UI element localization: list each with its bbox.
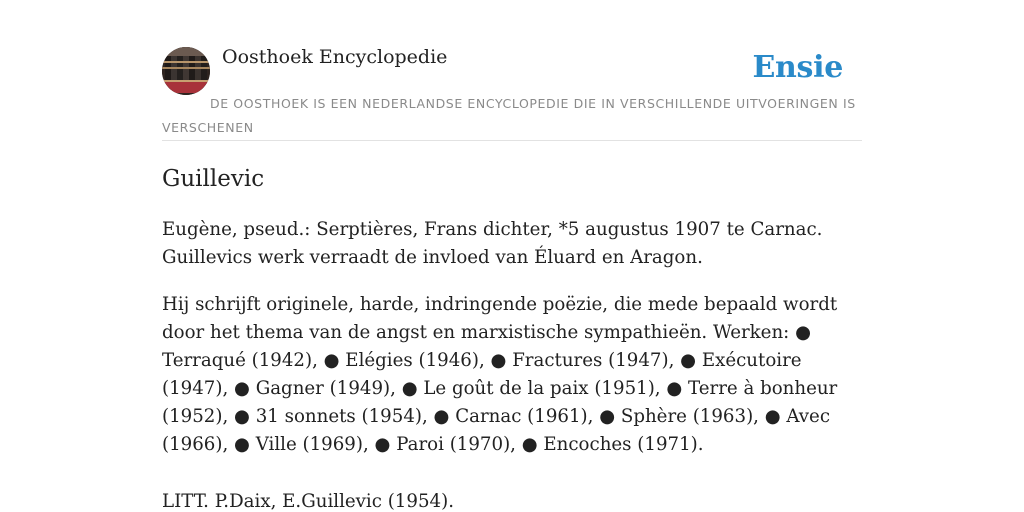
brand-logo-link[interactable]: Ensie [752,50,843,85]
article [162,160,862,512]
header [162,44,862,141]
encyclopedia-books-icon[interactable] [162,47,210,95]
literature-reference: LITT. P.Daix, E.Guillevic (1954). [162,491,454,512]
article-paragraph: Hij schrijft originele, harde, indringende poëzie, die mede bepaald wordt door het thema van de angst en marxistische sympathieën. Werken: ● Terraqué (1942), ● Elégies (1946), ● Fractures (1947), ● Exécutoire (1947), ● Gagner (1949), ● Le goût de la paix (1951), ● Terre à bonheur (1952), ● 31 sonnets (1954), ● Carnac (1961), ● Sphère (1963), ● Avec (1966), ● Ville (1969), ● Paroi (1970), ● Encoches (1971). [162,294,838,455]
site-name[interactable]: Oosthoek Encyclopedie [222,46,448,68]
site-tagline: DE OOSTHOEK IS EEN NEDERLANDSE ENCYCLOPEDIE DIE IN VERSCHILLENDE UITVOERINGEN IS VERSCHENEN [162,96,856,135]
article-paragraph: Eugène, pseud.: Serptières, Frans dichter, *5 augustus 1907 te Carnac. Guillevics werk verraadt de invloed van Éluard en Aragon. [162,219,823,268]
article-title: Guillevic [162,166,265,192]
